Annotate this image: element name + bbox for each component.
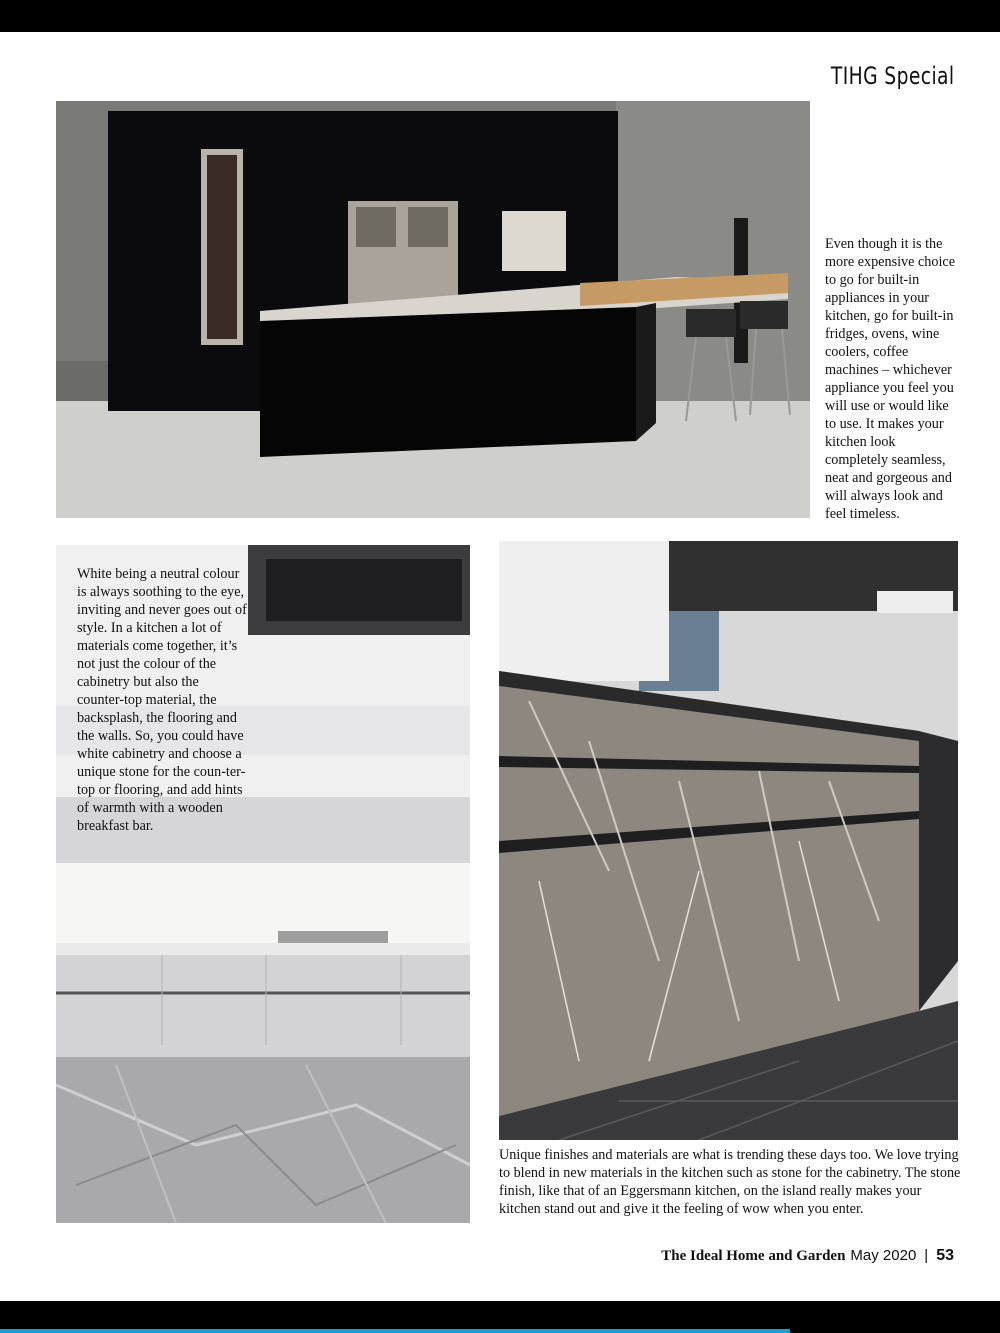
paragraph-unique-finishes: Unique finishes and materials are what is trending these days too. We love trying to blend in new materials in the kitchen such as stone for the cabinetry. The stone finish, like that of an Eggersmann kitchen, on the island really makes your kitchen stand out and give it the feeling of wow when you enter.: [499, 1147, 961, 1217]
top-bar: [0, 0, 1000, 32]
bottom-bar: [0, 1301, 1000, 1333]
reading-progress-bar: [0, 1329, 790, 1333]
page-number: 53: [936, 1247, 954, 1264]
footer-separator: |: [924, 1247, 929, 1264]
magazine-name: The Ideal Home and Garden: [661, 1248, 846, 1264]
page-footer: [661, 1247, 954, 1265]
paragraph-white-neutral: White being a neutral colour is always soothing to the eye, inviting and never goes out of style. In a kitchen a lot of materials come together, it’s not just the colour of the cabinetry but also the counter-top material, the backsplash, the flooring and the walls. So, you could have white cabinetry and choose a unique stone for the coun-ter-top or flooring, and add hints of warmth with a wooden breakfast bar.: [77, 566, 247, 834]
paragraph-built-in-appliances: Even though it is the more expensive choice to go for built-in appliances in your kitchen, go for built-in fridges, ovens, wine coolers, coffee machines – whichever appliance you feel you will use or would like to use. It makes your kitchen look completely seamless, neat and gorgeous and will always look and feel timeless.: [825, 236, 955, 522]
issue-date: May 2020: [850, 1247, 917, 1264]
section-tag: TIHG Special: [830, 62, 954, 90]
photo-stone-island: [499, 541, 958, 1140]
photo-black-kitchen: [56, 101, 810, 518]
